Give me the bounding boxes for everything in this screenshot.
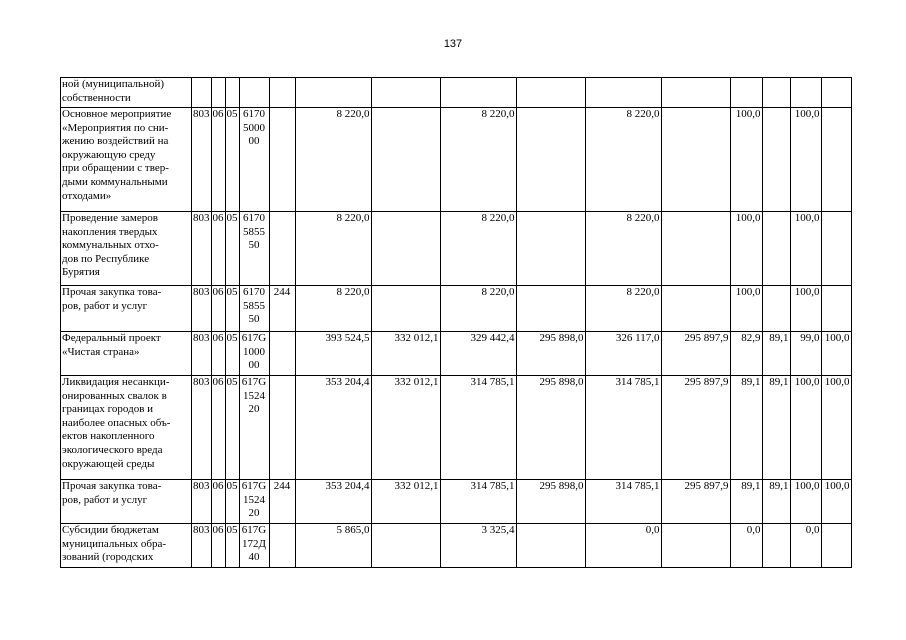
value-cell [730,78,762,108]
value-cell: 8 220,0 [440,108,516,212]
value-cell [516,212,585,286]
value-cell [661,524,730,568]
code-subsection: 05 [225,108,239,212]
value-cell [762,524,790,568]
value-cell: 0,0 [730,524,762,568]
value-cell [516,524,585,568]
code-ministry: 803 [192,524,212,568]
value-cell: 295 897,9 [661,480,730,524]
code-ministry: 803 [192,212,212,286]
table-body [61,78,852,568]
value-cell: 100,0 [821,376,851,480]
value-cell [371,524,440,568]
value-cell: 8 220,0 [585,212,661,286]
code-subsection: 05 [225,212,239,286]
value-cell: 332 012,1 [371,480,440,524]
code-expense-type [269,524,295,568]
value-cell: 353 204,4 [295,480,371,524]
code-target: 617G 1524 20 [239,480,269,524]
code-section: 06 [211,376,225,480]
value-cell [371,108,440,212]
value-cell [661,286,730,332]
value-cell: 329 442,4 [440,332,516,376]
value-cell: 295 898,0 [516,480,585,524]
value-cell: 100,0 [790,480,821,524]
value-cell: 100,0 [730,286,762,332]
code-ministry: 803 [192,286,212,332]
value-cell: 5 865,0 [295,524,371,568]
table-row [61,480,852,524]
value-cell [516,286,585,332]
code-section [211,78,225,108]
budget-table [60,77,852,568]
row-name: Основное мероприятие «Мероприятия по сни- жению воздействий на окружающую среду при обращении с твер- дыми коммунальными отходами» [61,108,192,212]
table-row [61,78,852,108]
code-subsection: 05 [225,480,239,524]
value-cell: 8 220,0 [440,286,516,332]
value-cell: 393 524,5 [295,332,371,376]
value-cell: 295 898,0 [516,332,585,376]
code-section: 06 [211,286,225,332]
code-ministry [192,78,212,108]
code-expense-type [269,332,295,376]
value-cell: 89,1 [762,480,790,524]
code-section: 06 [211,212,225,286]
value-cell [371,212,440,286]
value-cell: 314 785,1 [440,480,516,524]
value-cell [661,78,730,108]
value-cell: 100,0 [790,212,821,286]
row-name: ной (муниципальной) собственности [61,78,192,108]
value-cell [762,78,790,108]
code-expense-type [269,108,295,212]
code-section: 06 [211,108,225,212]
value-cell [371,78,440,108]
value-cell [440,78,516,108]
value-cell [516,78,585,108]
value-cell: 99,0 [790,332,821,376]
value-cell: 100,0 [821,332,851,376]
value-cell: 295 897,9 [661,376,730,480]
code-target: 6170 5000 00 [239,108,269,212]
code-ministry: 803 [192,480,212,524]
code-ministry: 803 [192,376,212,480]
code-target: 617G 1000 00 [239,332,269,376]
value-cell: 3 325,4 [440,524,516,568]
value-cell [762,108,790,212]
table-row [61,376,852,480]
value-cell [762,286,790,332]
code-section: 06 [211,480,225,524]
code-subsection [225,78,239,108]
value-cell: 0,0 [585,524,661,568]
value-cell: 8 220,0 [440,212,516,286]
code-subsection: 05 [225,524,239,568]
value-cell [821,286,851,332]
value-cell: 314 785,1 [440,376,516,480]
table-row [61,108,852,212]
code-target [239,78,269,108]
value-cell: 89,1 [730,376,762,480]
page-number: 137 [443,38,463,50]
code-target: 6170 5855 50 [239,212,269,286]
value-cell: 89,1 [762,332,790,376]
value-cell [762,212,790,286]
value-cell [516,108,585,212]
value-cell: 89,1 [762,376,790,480]
value-cell: 8 220,0 [295,108,371,212]
code-target: 617G 172Д 40 [239,524,269,568]
code-section: 06 [211,332,225,376]
value-cell: 8 220,0 [585,108,661,212]
row-name: Федеральный проект «Чистая страна» [61,332,192,376]
value-cell: 100,0 [790,376,821,480]
row-name: Субсидии бюджетам муниципальных обра- зований (городских [61,524,192,568]
value-cell: 332 012,1 [371,376,440,480]
value-cell [821,524,851,568]
table-row [61,524,852,568]
value-cell [295,78,371,108]
code-expense-type: 244 [269,480,295,524]
value-cell: 100,0 [821,480,851,524]
table-row [61,332,852,376]
row-name: Прочая закупка това- ров, работ и услуг [61,480,192,524]
row-name: Проведение замеров накопления твердых коммунальных отхо- дов по Республике Бурятия [61,212,192,286]
value-cell: 295 898,0 [516,376,585,480]
code-expense-type [269,78,295,108]
row-name: Ликвидация несанкци- онированных свалок в границах городов и наиболее опасных объ- ектов накопленного экологического вреда окружающей среды [61,376,192,480]
code-target: 6170 5855 50 [239,286,269,332]
code-expense-type: 244 [269,286,295,332]
value-cell: 82,9 [730,332,762,376]
value-cell: 314 785,1 [585,376,661,480]
value-cell: 100,0 [730,212,762,286]
value-cell: 0,0 [790,524,821,568]
code-subsection: 05 [225,332,239,376]
row-name: Прочая закупка това- ров, работ и услуг [61,286,192,332]
value-cell: 326 117,0 [585,332,661,376]
value-cell: 100,0 [790,108,821,212]
value-cell: 100,0 [730,108,762,212]
table-row [61,286,852,332]
table-row [61,212,852,286]
value-cell [371,286,440,332]
code-section: 06 [211,524,225,568]
value-cell: 8 220,0 [295,212,371,286]
value-cell [821,212,851,286]
value-cell [821,78,851,108]
value-cell: 314 785,1 [585,480,661,524]
value-cell: 353 204,4 [295,376,371,480]
value-cell: 89,1 [730,480,762,524]
value-cell: 100,0 [790,286,821,332]
value-cell [790,78,821,108]
value-cell: 295 897,9 [661,332,730,376]
code-ministry: 803 [192,108,212,212]
value-cell: 8 220,0 [295,286,371,332]
value-cell [661,212,730,286]
code-expense-type [269,376,295,480]
value-cell: 332 012,1 [371,332,440,376]
code-subsection: 05 [225,376,239,480]
value-cell [585,78,661,108]
value-cell: 8 220,0 [585,286,661,332]
code-expense-type [269,212,295,286]
code-ministry: 803 [192,332,212,376]
code-subsection: 05 [225,286,239,332]
code-target: 617G 1524 20 [239,376,269,480]
value-cell [661,108,730,212]
value-cell [821,108,851,212]
